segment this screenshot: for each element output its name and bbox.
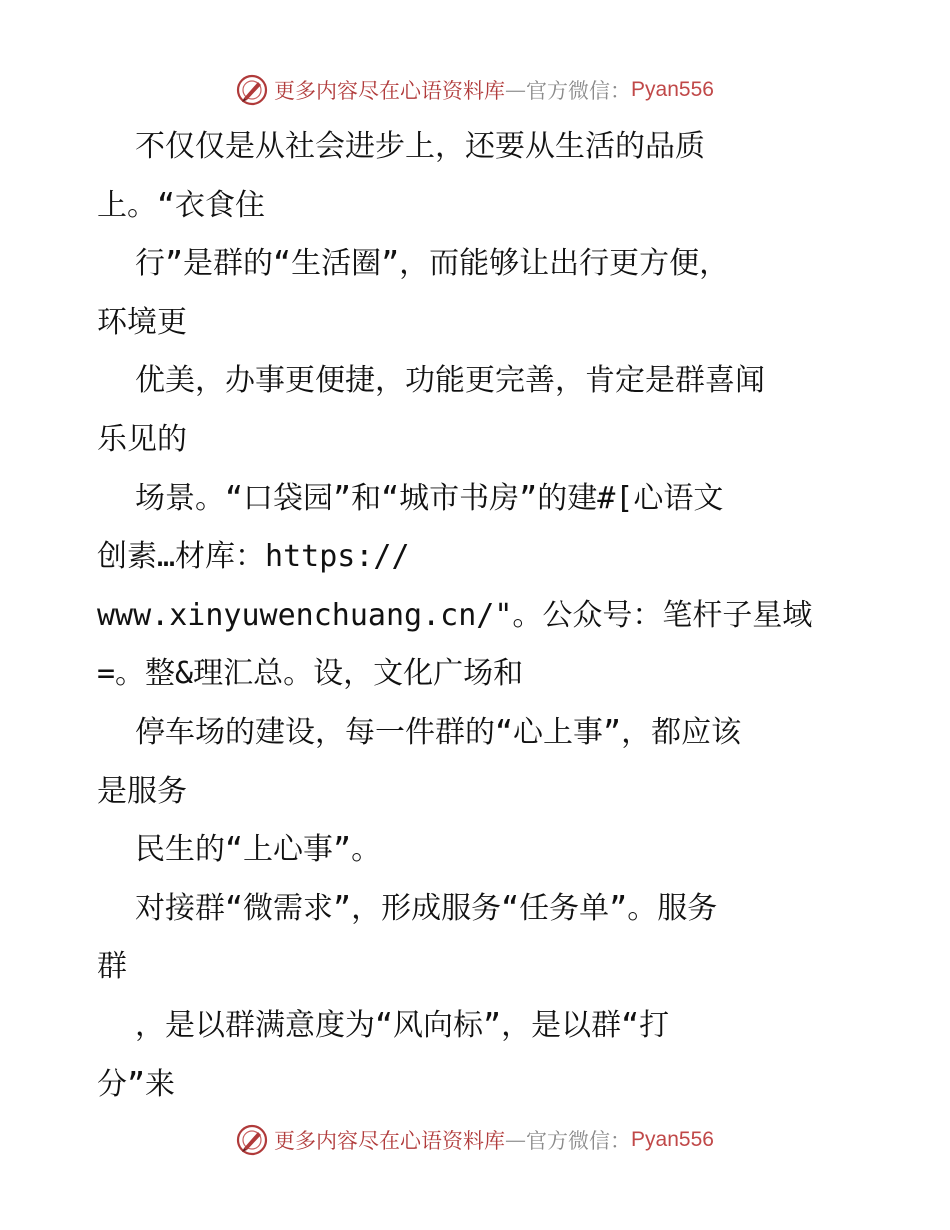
header-banner <box>0 70 950 110</box>
body-text <box>97 118 897 1114</box>
text-line: ，是以群满意度为“风向标”，是以群“打 <box>135 1007 670 1043</box>
quill-logo-icon <box>236 74 268 106</box>
quill-logo-icon <box>236 1124 268 1156</box>
text-line: 创素…材库：https:// <box>97 539 410 575</box>
text-line: 民生的“上心事”。 <box>135 832 382 868</box>
footer-banner-label: 官方微信： <box>526 1129 632 1153</box>
footer-banner-separator: — <box>505 1128 527 1152</box>
header-banner-text: 更多内容尽在心语资料库 <box>274 79 506 103</box>
footer-banner-id: Pyan556 <box>631 1128 714 1151</box>
text-line: 行”是群的“生活圈”，而能够让出行更方便， <box>135 246 730 282</box>
text-line: =。整&理汇总。设，文化广场和 <box>97 656 524 692</box>
text-line: www.xinyuwenchuang.cn/"。公众号：笔杆子星域 <box>97 597 813 633</box>
text-line: 不仅仅是从社会进步上，还要从生活的品质 <box>135 129 705 164</box>
footer-banner <box>0 1120 950 1160</box>
text-line: 乐见的 <box>97 421 187 457</box>
header-banner-separator: — <box>505 78 527 102</box>
footer-banner-text: 更多内容尽在心语资料库 <box>274 1129 506 1153</box>
text-line: 上。“衣食住 <box>97 187 266 223</box>
text-line: 环境更 <box>97 304 187 340</box>
text-line: 是服务 <box>97 773 187 809</box>
header-banner-id: Pyan556 <box>631 78 714 101</box>
text-line: 优美，办事更便捷，功能更完善，肯定是群喜闻 <box>135 363 765 399</box>
text-line: 对接群“微需求”，形成服务“任务单”。服务 <box>135 890 718 926</box>
header-banner-label: 官方微信： <box>526 79 632 103</box>
text-line: 停车场的建设，每一件群的“心上事”，都应该 <box>135 714 742 750</box>
text-line: 场景。“口袋园”和“城市书房”的建#[心语文 <box>135 480 724 516</box>
text-line: 分”来 <box>97 1066 176 1102</box>
text-line: 群 <box>97 949 127 985</box>
